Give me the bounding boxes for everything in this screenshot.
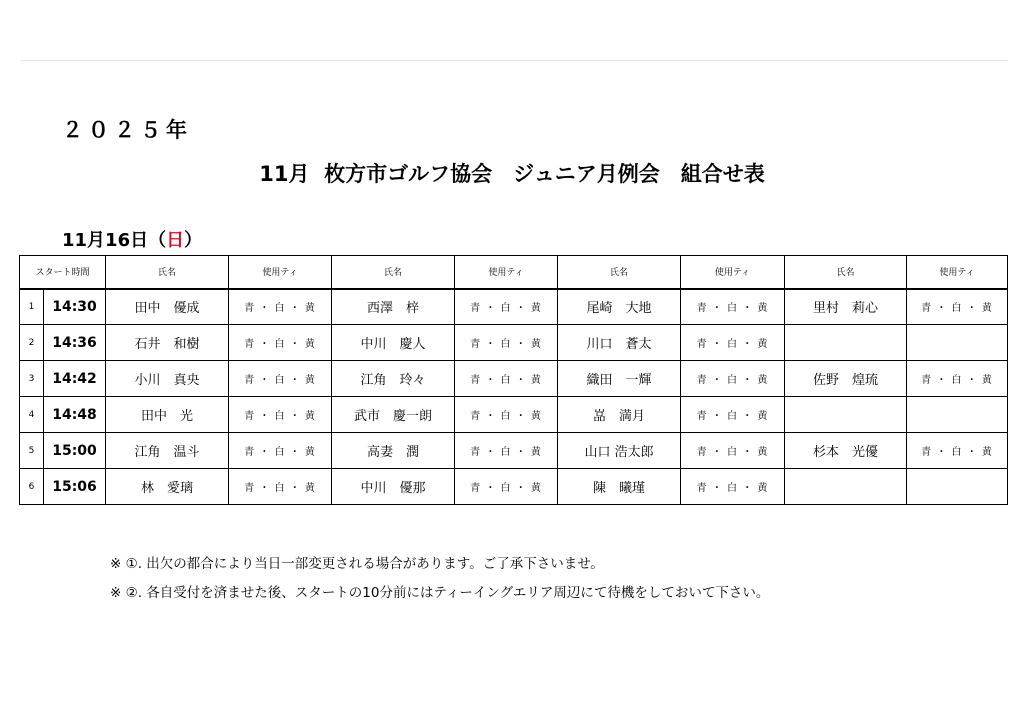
table-row (20, 325, 1008, 361)
tee-colors: 青 ・ 白 ・ 黄 (229, 325, 332, 361)
player-name: 織田 一輝 (558, 361, 681, 397)
tee-colors: 青 ・ 白 ・ 黄 (681, 397, 785, 433)
table-row (20, 361, 1008, 397)
tee-colors: 青 ・ 白 ・ 黄 (229, 433, 332, 469)
player-name: 武市 慶一朗 (332, 397, 455, 433)
tee-colors: 青 ・ 白 ・ 黄 (681, 361, 785, 397)
player-name: 西澤 梓 (332, 289, 455, 325)
table-row (20, 469, 1008, 505)
tee-colors: 青 ・ 白 ・ 黄 (907, 361, 1008, 397)
tee-colors: 青 ・ 白 ・ 黄 (455, 397, 558, 433)
player-name: 尾崎 大地 (558, 289, 681, 325)
date-suffix: ） (184, 230, 203, 251)
group-number: 5 (20, 433, 44, 469)
player-name: 田中 優成 (106, 289, 229, 325)
player-name (785, 325, 907, 361)
tee-colors: 青 ・ 白 ・ 黄 (907, 433, 1008, 469)
player-name: 里村 莉心 (785, 289, 907, 325)
day-of-week: 日 (166, 230, 185, 251)
tee-colors: 青 ・ 白 ・ 黄 (229, 289, 332, 325)
date-prefix: 11月16日（ (62, 230, 167, 251)
header-name-2: 氏名 (332, 256, 455, 289)
tee-colors: 青 ・ 白 ・ 黄 (681, 325, 785, 361)
player-name: 中川 優那 (332, 469, 455, 505)
header-tee-4: 使用ティ (907, 256, 1008, 289)
tee-colors: 青 ・ 白 ・ 黄 (907, 289, 1008, 325)
header-name-1: 氏名 (106, 256, 229, 289)
header-tee-1: 使用ティ (229, 256, 332, 289)
tee-colors: 青 ・ 白 ・ 黄 (455, 469, 558, 505)
start-time: 15:00 (44, 433, 106, 469)
table-row (20, 433, 1008, 469)
player-name: 川口 蒼太 (558, 325, 681, 361)
tee-colors: 青 ・ 白 ・ 黄 (229, 361, 332, 397)
tee-colors (907, 397, 1008, 433)
start-time: 14:48 (44, 397, 106, 433)
player-name: 中川 慶人 (332, 325, 455, 361)
note-2: ※ ②. 各自受付を済ませた後、スタートの10分前にはティーイングエリア周辺にて待機をしておいて下さい。 (110, 585, 770, 601)
pairing-table (19, 255, 1008, 505)
tee-colors: 青 ・ 白 ・ 黄 (681, 433, 785, 469)
notes (110, 550, 769, 608)
header-start-time: スタート時間 (20, 256, 106, 289)
start-time: 14:30 (44, 289, 106, 325)
header-tee-3: 使用ティ (681, 256, 785, 289)
player-name: 林 愛璃 (106, 469, 229, 505)
note-1: ※ ①. 出欠の都合により当日一部変更される場合があります。ご了承下さいませ。 (110, 556, 604, 572)
tee-colors: 青 ・ 白 ・ 黄 (455, 289, 558, 325)
table-row (20, 289, 1008, 325)
tee-colors: 青 ・ 白 ・ 黄 (229, 397, 332, 433)
tee-colors: 青 ・ 白 ・ 黄 (455, 325, 558, 361)
player-name: 江角 玲々 (332, 361, 455, 397)
player-name: 小川 真央 (106, 361, 229, 397)
player-name: 佐野 煌琉 (785, 361, 907, 397)
player-name: 嵓 満月 (558, 397, 681, 433)
top-divider (20, 60, 1008, 61)
player-name: 江角 温斗 (106, 433, 229, 469)
tee-colors: 青 ・ 白 ・ 黄 (455, 361, 558, 397)
tee-colors (907, 325, 1008, 361)
event-date (62, 226, 202, 252)
year-heading: ２０２５年 (62, 118, 192, 142)
group-number: 6 (20, 469, 44, 505)
group-number: 1 (20, 289, 44, 325)
player-name: 石井 和樹 (106, 325, 229, 361)
group-number: 4 (20, 397, 44, 433)
player-name: 山口 浩太郎 (558, 433, 681, 469)
tee-colors: 青 ・ 白 ・ 黄 (681, 469, 785, 505)
start-time: 14:36 (44, 325, 106, 361)
start-time: 14:42 (44, 361, 106, 397)
tee-colors: 青 ・ 白 ・ 黄 (229, 469, 332, 505)
group-number: 3 (20, 361, 44, 397)
player-name: 田中 光 (106, 397, 229, 433)
header-name-4: 氏名 (785, 256, 907, 289)
group-number: 2 (20, 325, 44, 361)
tee-colors: 青 ・ 白 ・ 黄 (681, 289, 785, 325)
player-name: 陳 曦瑾 (558, 469, 681, 505)
player-name (785, 469, 907, 505)
header-name-3: 氏名 (558, 256, 681, 289)
page-title: 11月 枚方市ゴルフ協会 ジュニア月例会 組合せ表 (259, 162, 765, 186)
player-name (785, 397, 907, 433)
tee-colors (907, 469, 1008, 505)
table-row (20, 397, 1008, 433)
header-tee-2: 使用ティ (455, 256, 558, 289)
player-name: 杉本 光優 (785, 433, 907, 469)
tee-colors: 青 ・ 白 ・ 黄 (455, 433, 558, 469)
start-time: 15:06 (44, 469, 106, 505)
table-header-row (20, 256, 1008, 289)
player-name: 高妻 潤 (332, 433, 455, 469)
